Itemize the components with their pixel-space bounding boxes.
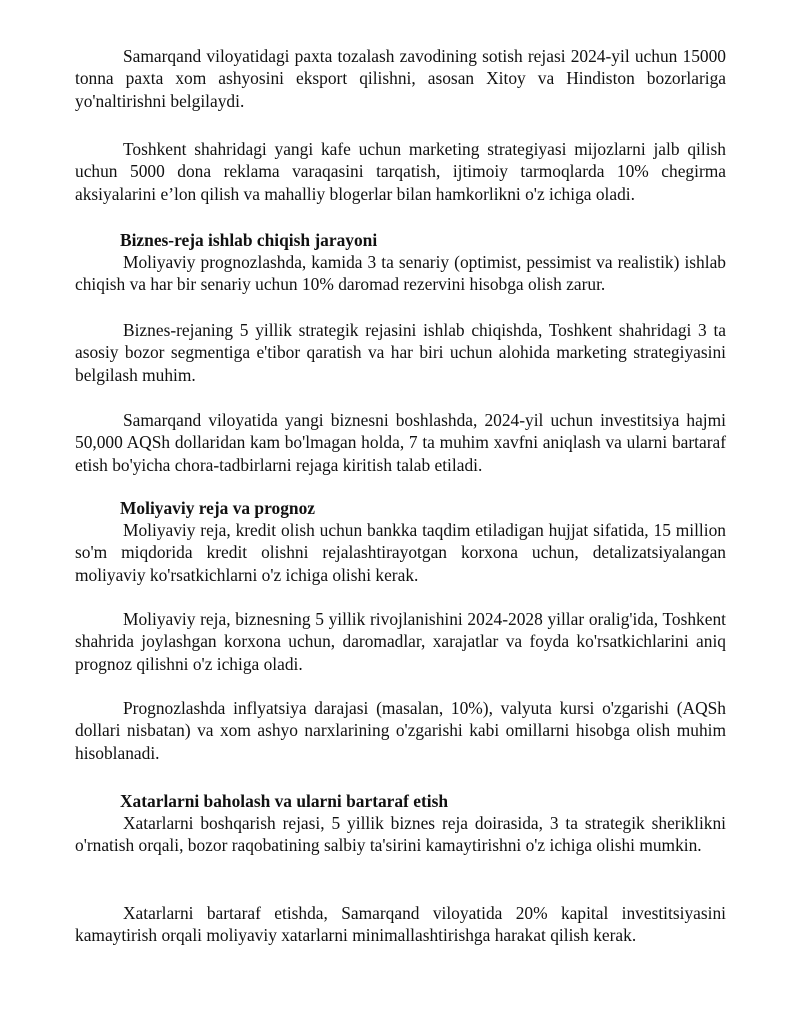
- paragraph-financial-forecasting: Moliyaviy prognozlashda, kamida 3 ta senariy (optimist, pessimist va realistik) ishlab chiqish va har bir senariy uchun 10% daromad rezervini hisobga olish zarur.: [75, 252, 726, 295]
- paragraph-sales-plan: Samarqand viloyatidagi paxta tozalash zavodining sotish rejasi 2024-yil uchun 15000 tonna paxta xom ashyosini eksport qilishni, asosan Xitoy va Hindiston bozorlariga yo'naltirishni belgilaydi.: [75, 46, 726, 111]
- paragraph-five-year-forecast: Moliyaviy reja, biznesning 5 yillik rivojlanishini 2024-2028 yillar oralig'ida, Toshkent shahrida joylashgan korxona uchun, daromadlar, xarajatlar va foyda ko'rsatkichlarini aniq prognoz qilishni o'z ichiga oladi.: [75, 609, 726, 674]
- section-heading-financial-plan: Moliyaviy reja va prognoz: [120, 498, 315, 518]
- paragraph-risk-management: Xatarlarni boshqarish rejasi, 5 yillik biznes reja doirasida, 3 ta strategik sheriklikni o'rnatish orqali, bozor raqobatining salbiy ta'sirini kamaytirishni o'z ichiga olishi mumkin.: [75, 813, 726, 856]
- paragraph-inflation-factors: Prognozlashda inflyatsiya darajasi (masalan, 10%), valyuta kursi o'zgarishi (AQSh dollari nisbatan) va xom ashyo narxlarining o'zgarishi kabi omillarni hisobga olish muhim hisoblanadi.: [75, 698, 726, 763]
- section-heading-risk-assessment: Xatarlarni baholash va ularni bartaraf etish: [120, 791, 449, 811]
- section-heading-business-plan: Biznes-reja ishlab chiqish jarayoni: [120, 230, 378, 250]
- paragraph-credit-plan: Moliyaviy reja, kredit olish uchun bankka taqdim etiladigan hujjat sifatida, 15 million so'm miqdorida kredit olishni rejalashtirayotgan korxona uchun, detalizatsiyalangan moliyaviy ko'rsatkichlarni o'z ichiga olishi kerak.: [75, 520, 726, 585]
- paragraph-risk-mitigation: Xatarlarni bartaraf etishda, Samarqand viloyatida 20% kapital investitsiyasini kamaytirish orqali moliyaviy xatarlarni minimallashtirishga harakat qilish kerak.: [75, 903, 726, 946]
- paragraph-investment-risks: Samarqand viloyatida yangi biznesni boshlashda, 2024-yil uchun investitsiya hajmi 50,000 AQSh dollaridan kam bo'lmagan holda, 7 ta muhim xavfni aniqlash va ularni bartaraf etish bo'yicha chora-tadbirlarni rejaga kiritish talab etiladi.: [75, 410, 726, 475]
- paragraph-marketing-strategy: Toshkent shahridagi yangi kafe uchun marketing strategiyasi mijozlarni jalb qilish uchun 5000 dona reklama varaqasini tarqatish, ijtimoiy tarmoqlarda 10% chegirma aksiyalarini e’lon qilish va mahalliy blogerlar bilan hamkorlikni o'z ichiga oladi.: [75, 139, 726, 204]
- paragraph-strategic-plan: Biznes-rejaning 5 yillik strategik rejasini ishlab chiqishda, Toshkent shahridagi 3 ta asosiy bozor segmentiga e'tibor qaratish va har biri uchun alohida marketing strategiyasini belgilash muhim.: [75, 320, 726, 385]
